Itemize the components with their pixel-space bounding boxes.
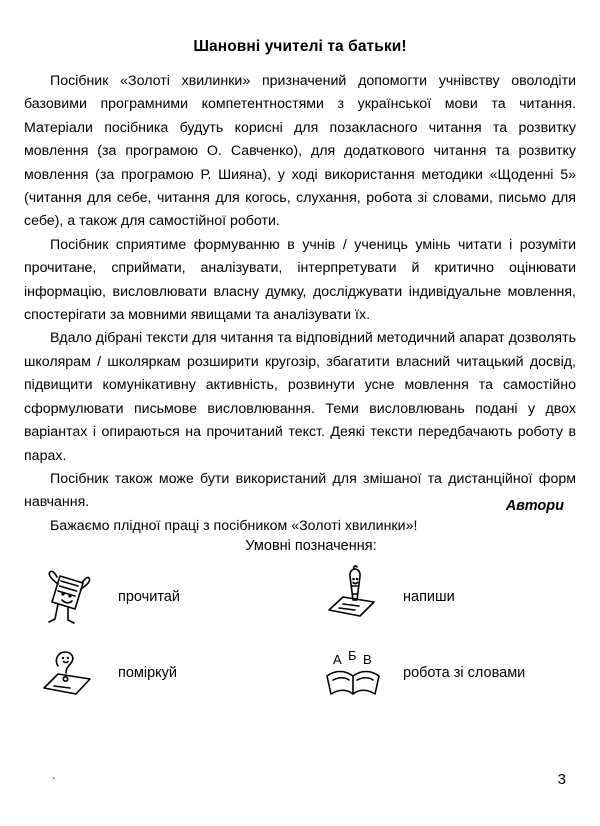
legend-item-think xyxy=(34,639,177,707)
paragraph: Посібник також може бути використаний для змішаної та дистанційної форм навчання. xyxy=(24,470,576,511)
question-paper-icon xyxy=(34,640,106,706)
paragraph: Посібник сприятиме формуванню в учнів / учениць умінь читати і розуміти прочитане, сприймати, аналізувати, інтерпретувати й критично оцінювати інформацію, висловлювати власну думку, досліджувати індивідуальне мовлення, спостерігати за мовними явищами та аналізувати їх. xyxy=(24,236,576,324)
svg-text:Б: Б xyxy=(348,648,357,663)
footer-mark: . xyxy=(52,767,56,782)
paragraph: Посібник «Золоті хвилинки» призначений допомогти учнівству оволодіти базовими програмними компетентностями з української мови та читання. Матеріали посібника будуть корисні для позакласного читання та розвитку мовлення (за програмою О. Савченко), для додаткового читання та розвитку мовлення (за програмою Р. Шияна), у ході використання методики «Щоденні 5» (читання для себе, читання для когось, слухання, робота зі словами, письмо для себе), а також для самостійної роботи. xyxy=(24,73,576,230)
svg-text:В: В xyxy=(363,652,372,667)
pencil-paper-icon xyxy=(319,564,391,630)
book-character-icon xyxy=(34,564,106,630)
legend-label: прочитай xyxy=(118,589,180,605)
svg-text:А: А xyxy=(333,652,342,667)
legend-label: поміркуй xyxy=(118,665,178,681)
legend-title: Умовні позначення: xyxy=(245,538,377,554)
legend-item-wordwork xyxy=(319,639,525,707)
legend-item-write xyxy=(319,563,455,631)
page-number: 3 xyxy=(557,771,566,788)
alphabet-book-icon xyxy=(319,640,391,706)
page-title: Шановні учителі та батьки! xyxy=(193,38,407,55)
paragraph: Бажаємо плідної праці з посібником «Золоті хвилинки»! xyxy=(50,517,418,534)
body-text xyxy=(24,70,576,538)
signature: Автори xyxy=(505,498,564,514)
legend-label: робота зі словами xyxy=(403,665,526,681)
legend-grid xyxy=(34,563,574,708)
legend-label: напиши xyxy=(403,589,455,605)
paragraph: Вдало дібрані тексти для читання та відповідний методичний апарат дозволять школярам / школяркам розширити кругозір, збагатити власний читацький досвід, підвищити комунікативну активність, розвинути усне мовлення та самостійно сформулювати письмове висловлювання. Теми висловлювань подані у двох варіантах і опираються на прочитаний текст. Деякі тексти передбачають роботу в парах. xyxy=(24,330,576,464)
legend-item-read xyxy=(34,563,180,631)
